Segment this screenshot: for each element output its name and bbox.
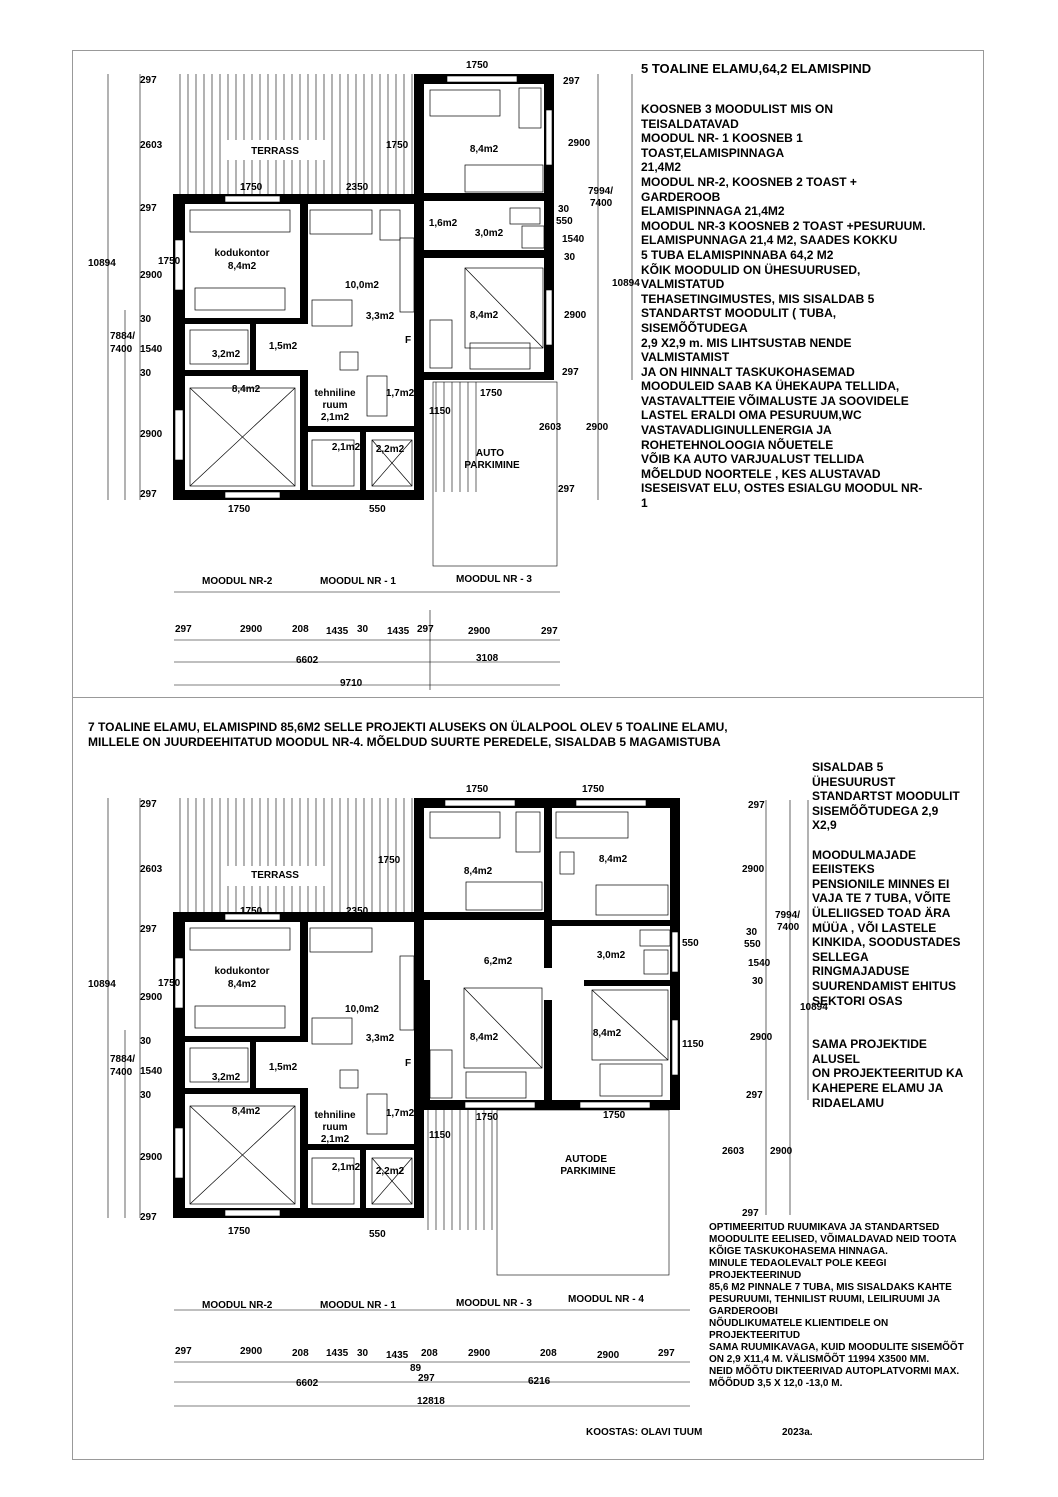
plan1-bottom-dim: 297: [417, 624, 434, 635]
plan1-bottom-dim: 30: [357, 624, 369, 635]
plan2-dim: 1750: [582, 784, 605, 795]
footer-author: KOOSTAS: OLAVI TUUM: [586, 1427, 703, 1438]
plan2-dim: 2350: [346, 906, 369, 917]
plan2-note-line: NEID MÕÕTU DIKTEERIVAD AUTOPLATVORMI MAX.: [709, 1366, 960, 1377]
plan2-module-4: MOODUL NR - 4: [568, 1294, 644, 1305]
plan2-bottom-dim: 297: [418, 1373, 435, 1384]
plan1-dim: 7884/: [110, 331, 136, 342]
plan2-module-1: MOODUL NR - 1: [320, 1300, 396, 1311]
plan2-module-2: MOODUL NR-2: [202, 1300, 273, 1311]
plan2-dim: 1750: [603, 1110, 626, 1121]
plan2-bottom-dim: 297: [175, 1346, 192, 1357]
plan1-office-area: 8,4m2: [227, 261, 257, 272]
plan1-description-line: VALMISTAMIST: [641, 350, 730, 365]
plan2-bottom-dim: 297: [658, 1348, 675, 1359]
plan2-bedroom-area: 8,4m2: [231, 1106, 261, 1117]
plan1-room-top-area: 8,4m2: [469, 144, 499, 155]
plan2-dim: 1750: [158, 978, 181, 989]
plan1-description-line: MÕELDUD NOORTELE , KES ALUSTAVAD: [641, 466, 881, 481]
plan2-room-d-area: 8,4m2: [592, 1028, 622, 1039]
plan2-kitchen-area: 3,3m2: [365, 1033, 395, 1044]
plan1-bottom-dim: 3108: [476, 653, 499, 664]
plan1-description-line: ROHETEHNOLOOGIA NÕUETELE: [641, 437, 834, 452]
plan2-side-line: X2,9: [812, 818, 837, 833]
footer-year: 2023a.: [782, 1427, 813, 1438]
plan1-wash-area: 3,0m2: [474, 228, 504, 239]
plan1-description-line: ELAMISPINNAGA 21,4M2: [641, 204, 785, 219]
plan1-description-line: GARDEROOB: [641, 189, 721, 204]
plan2-fridge-label: F: [404, 1058, 412, 1069]
plan1-description-line: TOAST,ELAMISPINNAGA: [641, 145, 785, 160]
plan2-room-c-area: 8,4m2: [469, 1032, 499, 1043]
plan2-note-line: SAMA RUUMIKAVAGA, KUID MOODULITE SISEMÕÕT: [709, 1342, 964, 1353]
plan2-side-line: MÜÜA , VÕI LASTELE: [812, 920, 937, 935]
plan2-dim: 2900: [770, 1146, 793, 1157]
plan2-title-line1: 7 TOALINE ELAMU, ELAMISPIND 85,6M2 SELLE PROJEKTI ALUSEKS ON ÜLALPOOL OLEV 5 TOALINE ELAMU,: [88, 720, 728, 734]
plan2-room-a-area: 8,4m2: [463, 866, 493, 877]
plan2-side-line: EEIISTEKS: [812, 862, 875, 877]
plan2-dim: 10894: [800, 1002, 828, 1013]
plan1-bottom-dim: 1435: [387, 626, 410, 637]
plan2-bottom-dim: 6216: [528, 1376, 551, 1387]
plan2-bath-area: 2,2m2: [375, 1166, 405, 1177]
plan1-module-3: MOODUL NR - 3: [456, 574, 532, 585]
plan2-dim: 10894: [88, 979, 116, 990]
plan1-bottom-dim: 297: [175, 624, 192, 635]
plan1-office-label: kodukontor: [214, 248, 270, 259]
plan1-dim: 2350: [346, 182, 369, 193]
plan1-bottom-dim: 2900: [240, 624, 263, 635]
plan2-dim: 1150: [429, 1130, 451, 1141]
plan2-dim: 2603: [722, 1146, 745, 1157]
plan1-dim: 1750: [466, 60, 489, 71]
plan1-dim: 30: [140, 314, 152, 325]
plan1-bath-area: 2,2m2: [375, 444, 405, 455]
plan2-note-line: MOODULITE EELISED, VÕIMALDAVAD NEID TOOTA: [709, 1234, 957, 1245]
plan2-bottom-dim: 2900: [468, 1348, 491, 1359]
plan2-bottom-dim: 2900: [240, 1346, 263, 1357]
plan2-dim: 550: [369, 1229, 386, 1240]
plan1-room-mid-area: 8,4m2: [469, 310, 499, 321]
plan1-dim: 7400: [110, 344, 133, 355]
plan2-dim: 1750: [378, 855, 401, 866]
plan2-dim: 7400: [777, 922, 800, 933]
plan1-description-line: VÕIB KA AUTO VARJUALUST TELLIDA: [641, 452, 865, 467]
plan2-note-line: NÕUDLIKUMATELE KLIENTIDELE ON: [709, 1318, 889, 1329]
plan1-dim: 297: [140, 489, 157, 500]
plan2-dim: 297: [140, 924, 157, 935]
plan1-description-line: JA ON HINNALT TASKUKOHASEMAD: [641, 364, 855, 379]
plan2-bottom-dim: 6602: [296, 1378, 319, 1389]
plan2-side-text: [812, 760, 963, 1110]
plan2-hall2-area: 1,5m2: [268, 1062, 298, 1073]
plan1-tech-label-1: tehniline: [314, 388, 356, 399]
plan2-side-line: KAHEPERE ELAMU JA: [812, 1081, 944, 1096]
plan2-dim: 2900: [140, 992, 163, 1003]
plan2-bottom-dim: 12818: [417, 1396, 445, 1407]
plan1-closet-area: 3,2m2: [211, 349, 241, 360]
plan2-note-line: KÕIGE TASKUKOHASEMA HINNAGA.: [709, 1246, 888, 1257]
plan2-side-line: MOODULMAJADE: [812, 847, 916, 862]
plan1-bottom-dim: 1435: [326, 626, 349, 637]
plan2-corridor-area: 1,7m2: [385, 1108, 415, 1119]
plan2-side-line: RINGMAJADUSE: [812, 964, 910, 979]
plan1-description-line: VASTAVALTTEIE VÕIMALUSTE JA SOOVIDELE: [641, 393, 909, 408]
plan1-terrace: [174, 74, 420, 194]
plan2-title-line2: MILLELE ON JUURDEEHITATUD MOODUL NR-4. MÕELDUD SUURTE PEREDELE, SISALDAB 5 MAGAMISTUBA: [88, 735, 721, 749]
plan1-dim: 10894: [612, 278, 640, 289]
plan2-dim: 297: [140, 1212, 157, 1223]
plan2-living-area: 10,0m2: [345, 1004, 379, 1015]
plan1-bottom-dim: 2900: [468, 626, 491, 637]
plan2-dim: 2900: [742, 864, 765, 875]
plan2-room-b-area: 8,4m2: [598, 854, 628, 865]
plan1-title: 5 TOALINE ELAMU,64,2 ELAMISPIND: [641, 61, 872, 76]
plan2-bottom-dim: 208: [292, 1348, 309, 1359]
plan1-corridor-area: 1,7m2: [385, 388, 415, 399]
plan1-dim: 1540: [140, 344, 163, 355]
plan1-tech-area: 2,1m2: [320, 412, 350, 423]
plan1-description-line: 5 TUBA ELAMISPINNABA 64,2 M2: [641, 247, 834, 262]
plan1-dim: 1150: [429, 406, 451, 417]
plan1-dim: 30: [564, 252, 576, 263]
plan1-bottom-dim: 9710: [340, 678, 363, 689]
plan2-parking-label-2: PARKIMINE: [560, 1166, 616, 1177]
plan1-dim: 10894: [88, 258, 116, 269]
plan1-description-line: STANDARTST MOODULIT ( TUBA,: [641, 306, 837, 321]
plan1-description-line: VASTAVADLIGINULLENERGIA JA: [641, 423, 832, 438]
plan1-description-line: KÕIK MOODULID ON ÜHESUURUSED,: [641, 262, 861, 277]
plan2-tech-label-2: ruum: [322, 1122, 348, 1133]
plan2-note-line: GARDEROOBI: [709, 1306, 778, 1317]
plan1-description-line: TEHASETINGIMUSTES, MIS SISALDAB 5: [641, 291, 875, 306]
plan2-dim: 1750: [466, 784, 489, 795]
plan2-module-3: MOODUL NR - 3: [456, 1298, 532, 1309]
plan2-office-label: kodukontor: [214, 966, 270, 977]
plan2-dim: 30: [140, 1090, 152, 1101]
plan2-note-line: MINULE TEDAOLEVALT POLE KEEGI: [709, 1258, 887, 1269]
plan1-dim: 1750: [158, 256, 181, 267]
plan1-description-line: ELAMISPUNNAGA 21,4 M2, SAADES KOKKU: [641, 233, 898, 248]
plan2-dim: 550: [682, 938, 699, 949]
plan1-dim: 550: [556, 216, 573, 227]
plan2-side-line: PENSIONILE MINNES EI: [812, 876, 950, 891]
plan2-side-line: SUURENDAMIST EHITUS: [812, 978, 957, 993]
plan2-note-line: MÕÕDUD 3,5 X 12,0 -13,0 M.: [709, 1378, 843, 1389]
plan2-side-line: SAMA PROJEKTIDE: [812, 1037, 927, 1052]
plan2-dim: 1150: [682, 1039, 704, 1050]
plan2-side-line: VAJA TE 7 TUBA, VÕITE: [812, 891, 951, 906]
plan2-dim: 1750: [228, 1226, 251, 1237]
plan1-dim: 2900: [568, 138, 591, 149]
plan1-description-line: MOODUL NR-3 KOOSNEB 2 TOAST +PESURUUM.: [641, 218, 926, 233]
plan1-dim: 550: [369, 504, 386, 515]
plan2-side-line: SEKTORI OSAS: [812, 993, 903, 1008]
plan1-terrace-label: TERRASS: [251, 146, 299, 157]
plan2-dim: 550: [744, 939, 761, 950]
plan1-tech-label-2: ruum: [322, 400, 348, 411]
plan2-wash-area: 3,0m2: [596, 950, 626, 961]
plan1-dim: 297: [140, 203, 157, 214]
plan2-side-line: [812, 1008, 963, 1023]
plan2-hall-area: 6,2m2: [483, 956, 513, 967]
plan1-dim: 1750: [386, 140, 409, 151]
plan1-dim: 1750: [240, 182, 263, 193]
plan2-dim: 2900: [140, 1152, 163, 1163]
plan2-side-line: SISEMÕÕTUDEGA 2,9: [812, 803, 939, 818]
plan2-closet-area: 3,2m2: [211, 1072, 241, 1083]
plan1-dim: 2900: [140, 429, 163, 440]
plan2-dim: 297: [748, 800, 765, 811]
plan2-side-line: SELLEGA: [812, 949, 869, 964]
plan2-dim: 30: [752, 976, 764, 987]
plan2-dim: 1540: [140, 1066, 163, 1077]
plan2-note-line: 85,6 M2 PINNALE 7 TUBA, MIS SISALDAKS KAHTE: [709, 1282, 952, 1293]
plan2-bottom-dim: 30: [357, 1348, 369, 1359]
plan1-dim: 2603: [539, 422, 562, 433]
plan1-drawing: [88, 60, 640, 690]
plan2-dim: 297: [746, 1090, 763, 1101]
plan2-dim: 297: [742, 1208, 759, 1219]
plan1-description-line: ISESEISVAT ELU, OSTES ESIALGU MOODUL NR-: [641, 481, 923, 496]
plan2-dim: 7884/: [110, 1054, 136, 1065]
plan2-bottom-dim: 208: [421, 1348, 438, 1359]
plan2-office-area: 8,4m2: [227, 979, 257, 990]
plan1-dim: 297: [562, 367, 579, 378]
plan1-description-line: LASTEL ERALDI OMA PESURUUM,WC: [641, 408, 862, 423]
plan1-parking-label-2: PARKIMINE: [464, 460, 520, 471]
plan2-parking-label-1: AUTODE: [564, 1154, 608, 1165]
plan1-living-area: 10,0m2: [345, 280, 379, 291]
plan2-side-line: [812, 1023, 963, 1038]
plan1-fridge-label: F: [404, 335, 412, 346]
plan1-bottom-dim: 297: [541, 626, 558, 637]
plan2-side-line: SISALDAB 5: [812, 760, 884, 774]
plan2-dim: 1750: [240, 906, 263, 917]
plan2-dim: 2900: [750, 1032, 773, 1043]
plan1-bedroom-area: 8,4m2: [231, 384, 261, 395]
plan2-side-line: ÜHESUURUST: [812, 774, 896, 789]
plan1-dim: 1750: [480, 388, 503, 399]
plan2-dim: 2603: [140, 864, 163, 875]
plan2-bottom-dim: 89: [410, 1363, 422, 1374]
plan1-dim: 2603: [140, 140, 163, 151]
plan1-dim: 297: [558, 484, 575, 495]
plan2-bottom-dim: 208: [540, 1348, 557, 1359]
plan1-hall-area: 1,6m2: [428, 218, 458, 229]
plan1-module-2: MOODUL NR-2: [202, 576, 273, 587]
plan1-bottom-dim: 6602: [296, 655, 319, 666]
plan1-dim: 2900: [586, 422, 609, 433]
plan1-dim: 30: [558, 204, 570, 215]
plan1-description-line: TEISALDATAVAD: [641, 116, 739, 131]
plan2-side-line: ON PROJEKTEERITUD KA: [812, 1066, 964, 1081]
plan1-description-line: MOODUL NR- 1 KOOSNEB 1: [641, 131, 803, 146]
plan1-module-1: MOODUL NR - 1: [320, 576, 396, 587]
plan1-dim: 2900: [140, 270, 163, 281]
plan2-dim: 297: [140, 799, 157, 810]
plan2-tech-area: 2,1m2: [320, 1134, 350, 1145]
plan2-side-line: RIDAELAMU: [812, 1095, 884, 1110]
plan2-note-line: ON 2,9 X11,4 M. VÄLISMÕÕT 11994 X3500 MM.: [709, 1354, 930, 1365]
plan1-hall2-area: 1,5m2: [268, 341, 298, 352]
plan1-description-line: 21,4M2: [641, 160, 682, 175]
plan2-side-line: STANDARTST MOODULIT: [812, 789, 960, 804]
plan1-dim: 1540: [562, 234, 585, 245]
plan1-dim: 297: [140, 75, 157, 86]
plan2-terrace-label: TERRASS: [251, 870, 299, 881]
plan2-dim: 7400: [110, 1067, 133, 1078]
plan1-description-line: 1: [641, 496, 648, 511]
plan2-dim: 7994/: [775, 910, 801, 921]
plan1-description-line: MOODUL NR-2, KOOSNEB 2 TOAST +: [641, 174, 857, 189]
plan2-tech-label-1: tehniline: [314, 1110, 356, 1121]
plan2-parking: [497, 1110, 669, 1275]
plan2-side-line: ALUSEL: [812, 1051, 860, 1066]
plan2-bottom-dim: 1435: [386, 1350, 409, 1361]
plan2-side-line: KINKIDA, SOODUSTADES: [812, 935, 961, 950]
plan2-bottom-dim: 2900: [597, 1350, 620, 1361]
plan1-dim: 2900: [564, 310, 587, 321]
plan1-bottom-dim: 208: [292, 624, 309, 635]
plan2-dim: 1540: [748, 958, 771, 969]
plan2-note-line: OPTIMEERITUD RUUMIKAVA JA STANDARTSED: [709, 1222, 940, 1233]
plan1-parking-label-1: AUTO: [475, 448, 505, 459]
plan1-sauna-area: 2,1m2: [331, 442, 361, 453]
plan1-dim: 1750: [228, 504, 251, 515]
plan1-description: [641, 102, 926, 511]
plan1-description-line: 2,9 X2,9 m. MIS LIHTSUSTAB NENDE: [641, 335, 852, 350]
plan2-note-line: PESURUUMI, TEHNILIST RUUMI, LEILIRUUMI JA: [709, 1294, 941, 1305]
plan2-dim: 30: [140, 1036, 152, 1047]
plan1-dim: 30: [140, 368, 152, 379]
plan2-bottom-dim: 1435: [326, 1348, 349, 1359]
plan1-description-line: MOODULEID SAAB KA ÜHEKAUPA TELLIDA,: [641, 379, 900, 394]
plan2-sauna-area: 2,1m2: [331, 1162, 361, 1173]
plan2-side-line: ÜLELIIGSED TOAD ÄRA: [812, 905, 951, 920]
plan1-description-line: KOOSNEB 3 MOODULIST MIS ON: [641, 102, 834, 116]
plan2-side-line: [812, 833, 963, 848]
plan2-dim: 1750: [476, 1112, 499, 1123]
plan1-dim: 7400: [590, 198, 613, 209]
plan1-description-line: VALMISTATUD: [641, 277, 725, 292]
plan2-dim: 30: [746, 927, 758, 938]
plan1-dim: 297: [563, 76, 580, 87]
plan1-dim: 7994/: [588, 186, 614, 197]
plan2-note-line: PROJEKTEERITUD: [709, 1330, 801, 1341]
plan2-notes: [709, 1222, 964, 1390]
plan2-note-line: PROJEKTEERINUD: [709, 1270, 802, 1281]
plan1-kitchen-area: 3,3m2: [365, 311, 395, 322]
plan1-description-line: SISEMÕÕTUDEGA: [641, 320, 748, 335]
